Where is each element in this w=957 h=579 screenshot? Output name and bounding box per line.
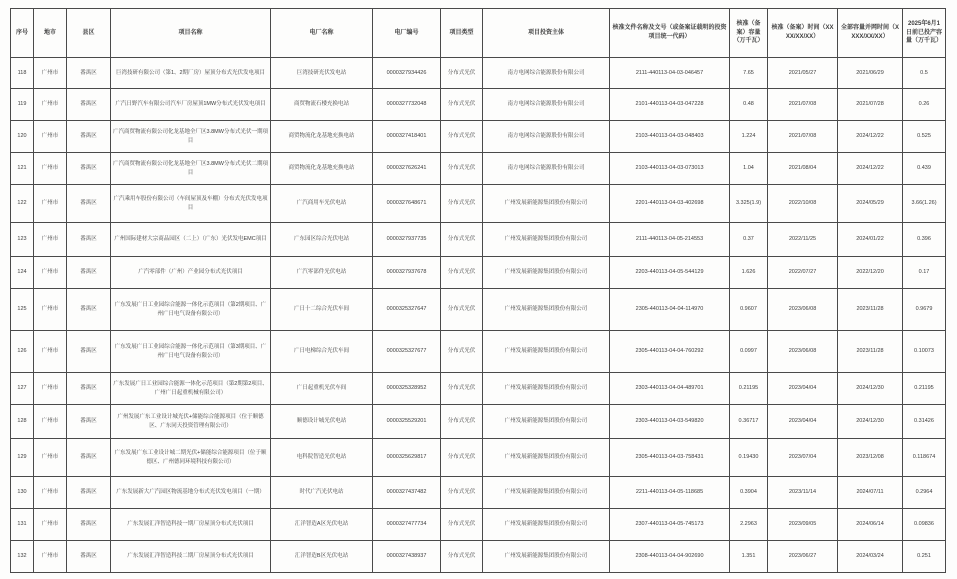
table-cell: 123 (11, 223, 34, 257)
table-cell: 2024/06/14 (838, 509, 903, 541)
table-cell: 广州发展新能源集团股份有限公司 (483, 405, 610, 439)
table-cell: 广州市 (34, 289, 67, 331)
table-cell: 0000327438937 (373, 541, 441, 573)
table-cell: 分布式光伏 (441, 331, 483, 373)
table-cell: 分布式光伏 (441, 405, 483, 439)
table-cell: 广州市 (34, 58, 67, 89)
table-cell: 巨湾技研有限公司（第1、2期厂房）屋顶分布式光伏发电项目 (111, 58, 271, 89)
table-cell: 广州市 (34, 185, 67, 223)
table-cell: 2305-440113-04-04-760292 (610, 331, 730, 373)
table-cell: 0000327934426 (373, 58, 441, 89)
table-cell: 2024/12/22 (838, 153, 903, 185)
table-cell: 2023/06/08 (768, 289, 838, 331)
table-cell: 番禺区 (67, 257, 111, 289)
table-cell: 2023/11/28 (838, 289, 903, 331)
table-cell: 2024/12/22 (838, 121, 903, 153)
table-cell: 2103-440113-04-03-048403 (610, 121, 730, 153)
column-header-6: 项目类型 (441, 9, 483, 58)
table-cell: 0.36717 (730, 405, 768, 439)
table-cell: 番禺区 (67, 185, 111, 223)
table-cell: 118 (11, 58, 34, 89)
table-cell: 时代广汽光伏电站 (271, 477, 373, 509)
table-row (11, 509, 946, 541)
table-cell: 广东发展新大广汽园区物流基地分布式光伏发电项目（一期） (111, 477, 271, 509)
table-cell: 番禺区 (67, 331, 111, 373)
table-cell: 0.9607 (730, 289, 768, 331)
table-cell: 0000327626241 (373, 153, 441, 185)
table-cell: 2203-440113-04-05-544129 (610, 257, 730, 289)
table-cell: 126 (11, 331, 34, 373)
table-cell: 0.5 (903, 58, 946, 89)
table-cell: 0000327437482 (373, 477, 441, 509)
table-cell: 2023/11/28 (838, 331, 903, 373)
table-cell: 2023/04/04 (768, 373, 838, 405)
table-cell: 分布式光伏 (441, 289, 483, 331)
project-table (10, 8, 946, 573)
table-cell: 0.19430 (730, 439, 768, 477)
table-cell: 广州发展新能源集团股份有限公司 (483, 477, 610, 509)
table-cell: 广州发展新能源集团股份有限公司 (483, 541, 610, 573)
table-cell: 商贸物流石楼充换电站 (271, 89, 373, 121)
table-cell: 2023/11/14 (768, 477, 838, 509)
table-cell: 广州市 (34, 541, 67, 573)
table-cell: 广州发展广东工业设计城光伏+储能综合能源项目（位于顺德区、广东同天投资管理有限公司） (111, 405, 271, 439)
table-row (11, 153, 946, 185)
table-cell: 0.37 (730, 223, 768, 257)
table-cell: 2023/04/04 (768, 405, 838, 439)
table-cell: 广汽零部件（广州）产业园分布式光伏项目 (111, 257, 271, 289)
table-cell: 0.48 (730, 89, 768, 121)
table-cell: 0.439 (903, 153, 946, 185)
table-cell: 广州市 (34, 331, 67, 373)
table-cell: 广州发展新能源集团股份有限公司 (483, 373, 610, 405)
table-cell: 广州市 (34, 439, 67, 477)
table-cell: 番禺区 (67, 477, 111, 509)
table-cell: 广州市 (34, 405, 67, 439)
table-cell: 2303-440113-04-04-489701 (610, 373, 730, 405)
table-cell: 122 (11, 185, 34, 223)
table-cell: 南方电网综合能源股份有限公司 (483, 89, 610, 121)
table-cell: 番禺区 (67, 405, 111, 439)
table-cell: 0.21195 (903, 373, 946, 405)
column-header-4: 电厂名称 (271, 9, 373, 58)
table-cell: 广州市 (34, 373, 67, 405)
table-cell: 1.351 (730, 541, 768, 573)
table-cell: 广州发展新能源集团股份有限公司 (483, 185, 610, 223)
table-cell: 0.09836 (903, 509, 946, 541)
table-cell: 番禺区 (67, 121, 111, 153)
table-cell: 番禺区 (67, 439, 111, 477)
table-cell: 广汽零部件光伏电站 (271, 257, 373, 289)
table-cell: 广东发展广日工业园综合能源一体化示范项目（第2期项目、广州广日电气设备有限公司） (111, 289, 271, 331)
table-cell: 2103-440113-04-03-073013 (610, 153, 730, 185)
table-cell: 广州市 (34, 477, 67, 509)
table-cell: 2022/10/08 (768, 185, 838, 223)
table-cell: 2101-440113-04-03-047228 (610, 89, 730, 121)
table-cell: 2305-440113-04-03-758431 (610, 439, 730, 477)
table-cell: 广东发展汇洋智造科技二期厂房屋顶分布式光伏项目 (111, 541, 271, 573)
table-cell: 广东发展广日工业园综合能源一体化示范项目（第2期第2项目、广州广日起重机械有限公司） (111, 373, 271, 405)
table-header (11, 9, 946, 58)
table-cell: 3.66(1.26) (903, 185, 946, 223)
table-cell: 0.2964 (903, 477, 946, 509)
table-cell: 0.31426 (903, 405, 946, 439)
column-header-0: 序号 (11, 9, 34, 58)
table-cell: 2021/07/08 (768, 89, 838, 121)
table-cell: 130 (11, 477, 34, 509)
column-header-5: 电厂编号 (373, 9, 441, 58)
table-cell: 番禺区 (67, 541, 111, 573)
table-cell: 2023/06/08 (768, 331, 838, 373)
table-cell: 0.396 (903, 223, 946, 257)
table-cell: 0.9679 (903, 289, 946, 331)
table-cell: 0000325327647 (373, 289, 441, 331)
header-row (11, 9, 946, 58)
table-cell: 分布式光伏 (441, 58, 483, 89)
table-cell: 127 (11, 373, 34, 405)
table-cell: 2307-440113-04-05-745173 (610, 509, 730, 541)
table-cell: 0000327648671 (373, 185, 441, 223)
table-cell: 2021/05/27 (768, 58, 838, 89)
table-cell: 广州市 (34, 509, 67, 541)
column-header-12: 2025年6月1日前已投产容量（万千瓦） (903, 9, 946, 58)
column-header-2: 县区 (67, 9, 111, 58)
table-row (11, 477, 946, 509)
table-cell: 南方电网综合能源股份有限公司 (483, 121, 610, 153)
table-cell: 2.2963 (730, 509, 768, 541)
table-cell: 广州市 (34, 257, 67, 289)
table-cell: 129 (11, 439, 34, 477)
table-cell: 番禺区 (67, 289, 111, 331)
table-cell: 2021/07/28 (838, 89, 903, 121)
table-cell: 2024/12/30 (838, 405, 903, 439)
table-cell: 0000325328952 (373, 373, 441, 405)
table-cell: 0000327937735 (373, 223, 441, 257)
table-cell: 广汽日野汽车有限公司汽车厂房屋顶1MW分布式光伏发电项目 (111, 89, 271, 121)
table-cell: 0000325327677 (373, 331, 441, 373)
table-cell: 2021/07/08 (768, 121, 838, 153)
table-cell: 1.626 (730, 257, 768, 289)
table-cell: 商贸物流化龙基地充换电站 (271, 121, 373, 153)
table-cell: 2023/06/27 (768, 541, 838, 573)
table-row (11, 185, 946, 223)
table-cell: 南方电网综合能源股份有限公司 (483, 153, 610, 185)
table-cell: 0.0997 (730, 331, 768, 373)
table-cell: 分布式光伏 (441, 439, 483, 477)
table-cell: 128 (11, 405, 34, 439)
table-cell: 广州市 (34, 223, 67, 257)
table-cell: 广东发展广东工业设计城二期光伏+储能综合能源项目（位于顺德区、广州德同环境科技有限公司） (111, 439, 271, 477)
table-cell: 分布式光伏 (441, 121, 483, 153)
table-cell: 0000327477734 (373, 509, 441, 541)
table-cell: 124 (11, 257, 34, 289)
table-cell: 广东发展广日工业园综合能源一体化示范项目（第3期项目、广州广日电气设备有限公司） (111, 331, 271, 373)
table-cell: 1.04 (730, 153, 768, 185)
table-cell: 分布式光伏 (441, 541, 483, 573)
table-cell: 广日电梯综合光伏车间 (271, 331, 373, 373)
table-cell: 汇洋智造A区光伏电站 (271, 509, 373, 541)
table-cell: 2023/09/05 (768, 509, 838, 541)
table-cell: 0.17 (903, 257, 946, 289)
table-cell: 2024/05/29 (838, 185, 903, 223)
table-cell: 分布式光伏 (441, 153, 483, 185)
table-cell: 2201-440113-04-03-402698 (610, 185, 730, 223)
table-row (11, 89, 946, 121)
table-cell: 2024/03/24 (838, 541, 903, 573)
table-cell: 0.251 (903, 541, 946, 573)
table-cell: 番禺区 (67, 373, 111, 405)
table-cell: 分布式光伏 (441, 477, 483, 509)
table-cell: 广州发展新能源集团股份有限公司 (483, 289, 610, 331)
column-header-7: 项目投资主体 (483, 9, 610, 58)
table-cell: 2023/07/04 (768, 439, 838, 477)
table-row (11, 289, 946, 331)
table-row (11, 331, 946, 373)
table-cell: 番禺区 (67, 58, 111, 89)
table-cell: 番禺区 (67, 509, 111, 541)
table-body (11, 58, 946, 573)
table-cell: 0.118674 (903, 439, 946, 477)
table-cell: 0000327732048 (373, 89, 441, 121)
column-header-10: 核准（备案）时间（XXXX/XX/XX） (768, 9, 838, 58)
table-cell: 广州市 (34, 121, 67, 153)
table-cell: 分布式光伏 (441, 257, 483, 289)
table-row (11, 439, 946, 477)
table-cell: 2308-440113-04-04-902690 (610, 541, 730, 573)
table-cell: 3.325(1.9) (730, 185, 768, 223)
table-cell: 2211-440113-04-05-118685 (610, 477, 730, 509)
table-cell: 1.224 (730, 121, 768, 153)
table-cell: 分布式光伏 (441, 223, 483, 257)
table-cell: 2021/06/29 (838, 58, 903, 89)
table-cell: 121 (11, 153, 34, 185)
table-row (11, 223, 946, 257)
table-cell: 番禺区 (67, 223, 111, 257)
table-cell: 2024/01/22 (838, 223, 903, 257)
table-cell: 131 (11, 509, 34, 541)
table-cell: 2305-440113-04-04-114970 (610, 289, 730, 331)
table-cell: 广东发展汇洋智造科技一期厂房屋顶分布式光伏项目 (111, 509, 271, 541)
table-cell: 广汽乘用车股份有限公司（车间屋顶及车棚）分布式光伏发电项目 (111, 185, 271, 223)
table-cell: 广州发展新能源集团股份有限公司 (483, 257, 610, 289)
column-header-8: 核准文件名称及文号（或备案证载明的投资项目统一代码） (610, 9, 730, 58)
column-header-3: 项目名称 (111, 9, 271, 58)
table-cell: 广汽商贸物流有限公司化龙基地全厂区3.8MW分布式光伏一期项目 (111, 121, 271, 153)
table-cell: 2024/07/11 (838, 477, 903, 509)
table-cell: 0.10073 (903, 331, 946, 373)
column-header-11: 全部容量并网时间（XXXX/XX/XX） (838, 9, 903, 58)
table-cell: 广日十二综合光伏车间 (271, 289, 373, 331)
table-cell: 0000325629817 (373, 439, 441, 477)
table-cell: 广州发展新能源集团股份有限公司 (483, 331, 610, 373)
table-cell: 番禺区 (67, 89, 111, 121)
table-cell: 0.26 (903, 89, 946, 121)
table-cell: 7.65 (730, 58, 768, 89)
table-cell: 132 (11, 541, 34, 573)
table-cell: 广州发展新能源集团股份有限公司 (483, 509, 610, 541)
table-cell: 0000325529201 (373, 405, 441, 439)
table-cell: 2022/12/20 (838, 257, 903, 289)
table-cell: 番禺区 (67, 153, 111, 185)
table-cell: 广汽商贸物流有限公司化龙基地全厂区3.8MW分布式光伏二期项目 (111, 153, 271, 185)
table-cell: 广日起重机光伏车间 (271, 373, 373, 405)
table-cell: 广东园区综合光伏电站 (271, 223, 373, 257)
table-cell: 广州发展新能源集团股份有限公司 (483, 439, 610, 477)
column-header-9: 核准（备案）容量（万千瓦） (730, 9, 768, 58)
table-cell: 广州发展新能源集团股份有限公司 (483, 223, 610, 257)
table-cell: 汇洋智造B区光伏电站 (271, 541, 373, 573)
table-cell: 0000327418401 (373, 121, 441, 153)
table-cell: 0000327937678 (373, 257, 441, 289)
table-cell: 2111-440113-04-05-214553 (610, 223, 730, 257)
table-cell: 分布式光伏 (441, 185, 483, 223)
table-row (11, 58, 946, 89)
table-cell: 2303-440113-04-03-549820 (610, 405, 730, 439)
table-cell: 0.21195 (730, 373, 768, 405)
table-cell: 广州市 (34, 89, 67, 121)
table-cell: 顺德设计城光伏电站 (271, 405, 373, 439)
table-cell: 分布式光伏 (441, 373, 483, 405)
table-cell: 广汽商用车光伏电站 (271, 185, 373, 223)
table-cell: 电科院智造光伏电站 (271, 439, 373, 477)
table-cell: 2022/07/27 (768, 257, 838, 289)
table-cell: 广州国际建材大宗商品园区（二上）（广东）光伏发电EMC项目 (111, 223, 271, 257)
table-cell: 商贸物流化龙基地充换电站 (271, 153, 373, 185)
table-row (11, 373, 946, 405)
column-header-1: 地市 (34, 9, 67, 58)
table-cell: 2111-440113-04-03-046457 (610, 58, 730, 89)
table-cell: 2022/11/25 (768, 223, 838, 257)
table-cell: 119 (11, 89, 34, 121)
table-cell: 2021/08/04 (768, 153, 838, 185)
table-cell: 分布式光伏 (441, 89, 483, 121)
table-cell: 巨湾技研光伏发电站 (271, 58, 373, 89)
table-row (11, 541, 946, 573)
table-row (11, 257, 946, 289)
table-cell: 2024/12/30 (838, 373, 903, 405)
table-cell: 分布式光伏 (441, 509, 483, 541)
table-cell: 125 (11, 289, 34, 331)
table-cell: 120 (11, 121, 34, 153)
table-row (11, 121, 946, 153)
table-cell: 0.3904 (730, 477, 768, 509)
table-row (11, 405, 946, 439)
table-cell: 广州市 (34, 153, 67, 185)
table-cell: 南方电网综合能源股份有限公司 (483, 58, 610, 89)
table-cell: 0.525 (903, 121, 946, 153)
table-cell: 2023/12/08 (838, 439, 903, 477)
